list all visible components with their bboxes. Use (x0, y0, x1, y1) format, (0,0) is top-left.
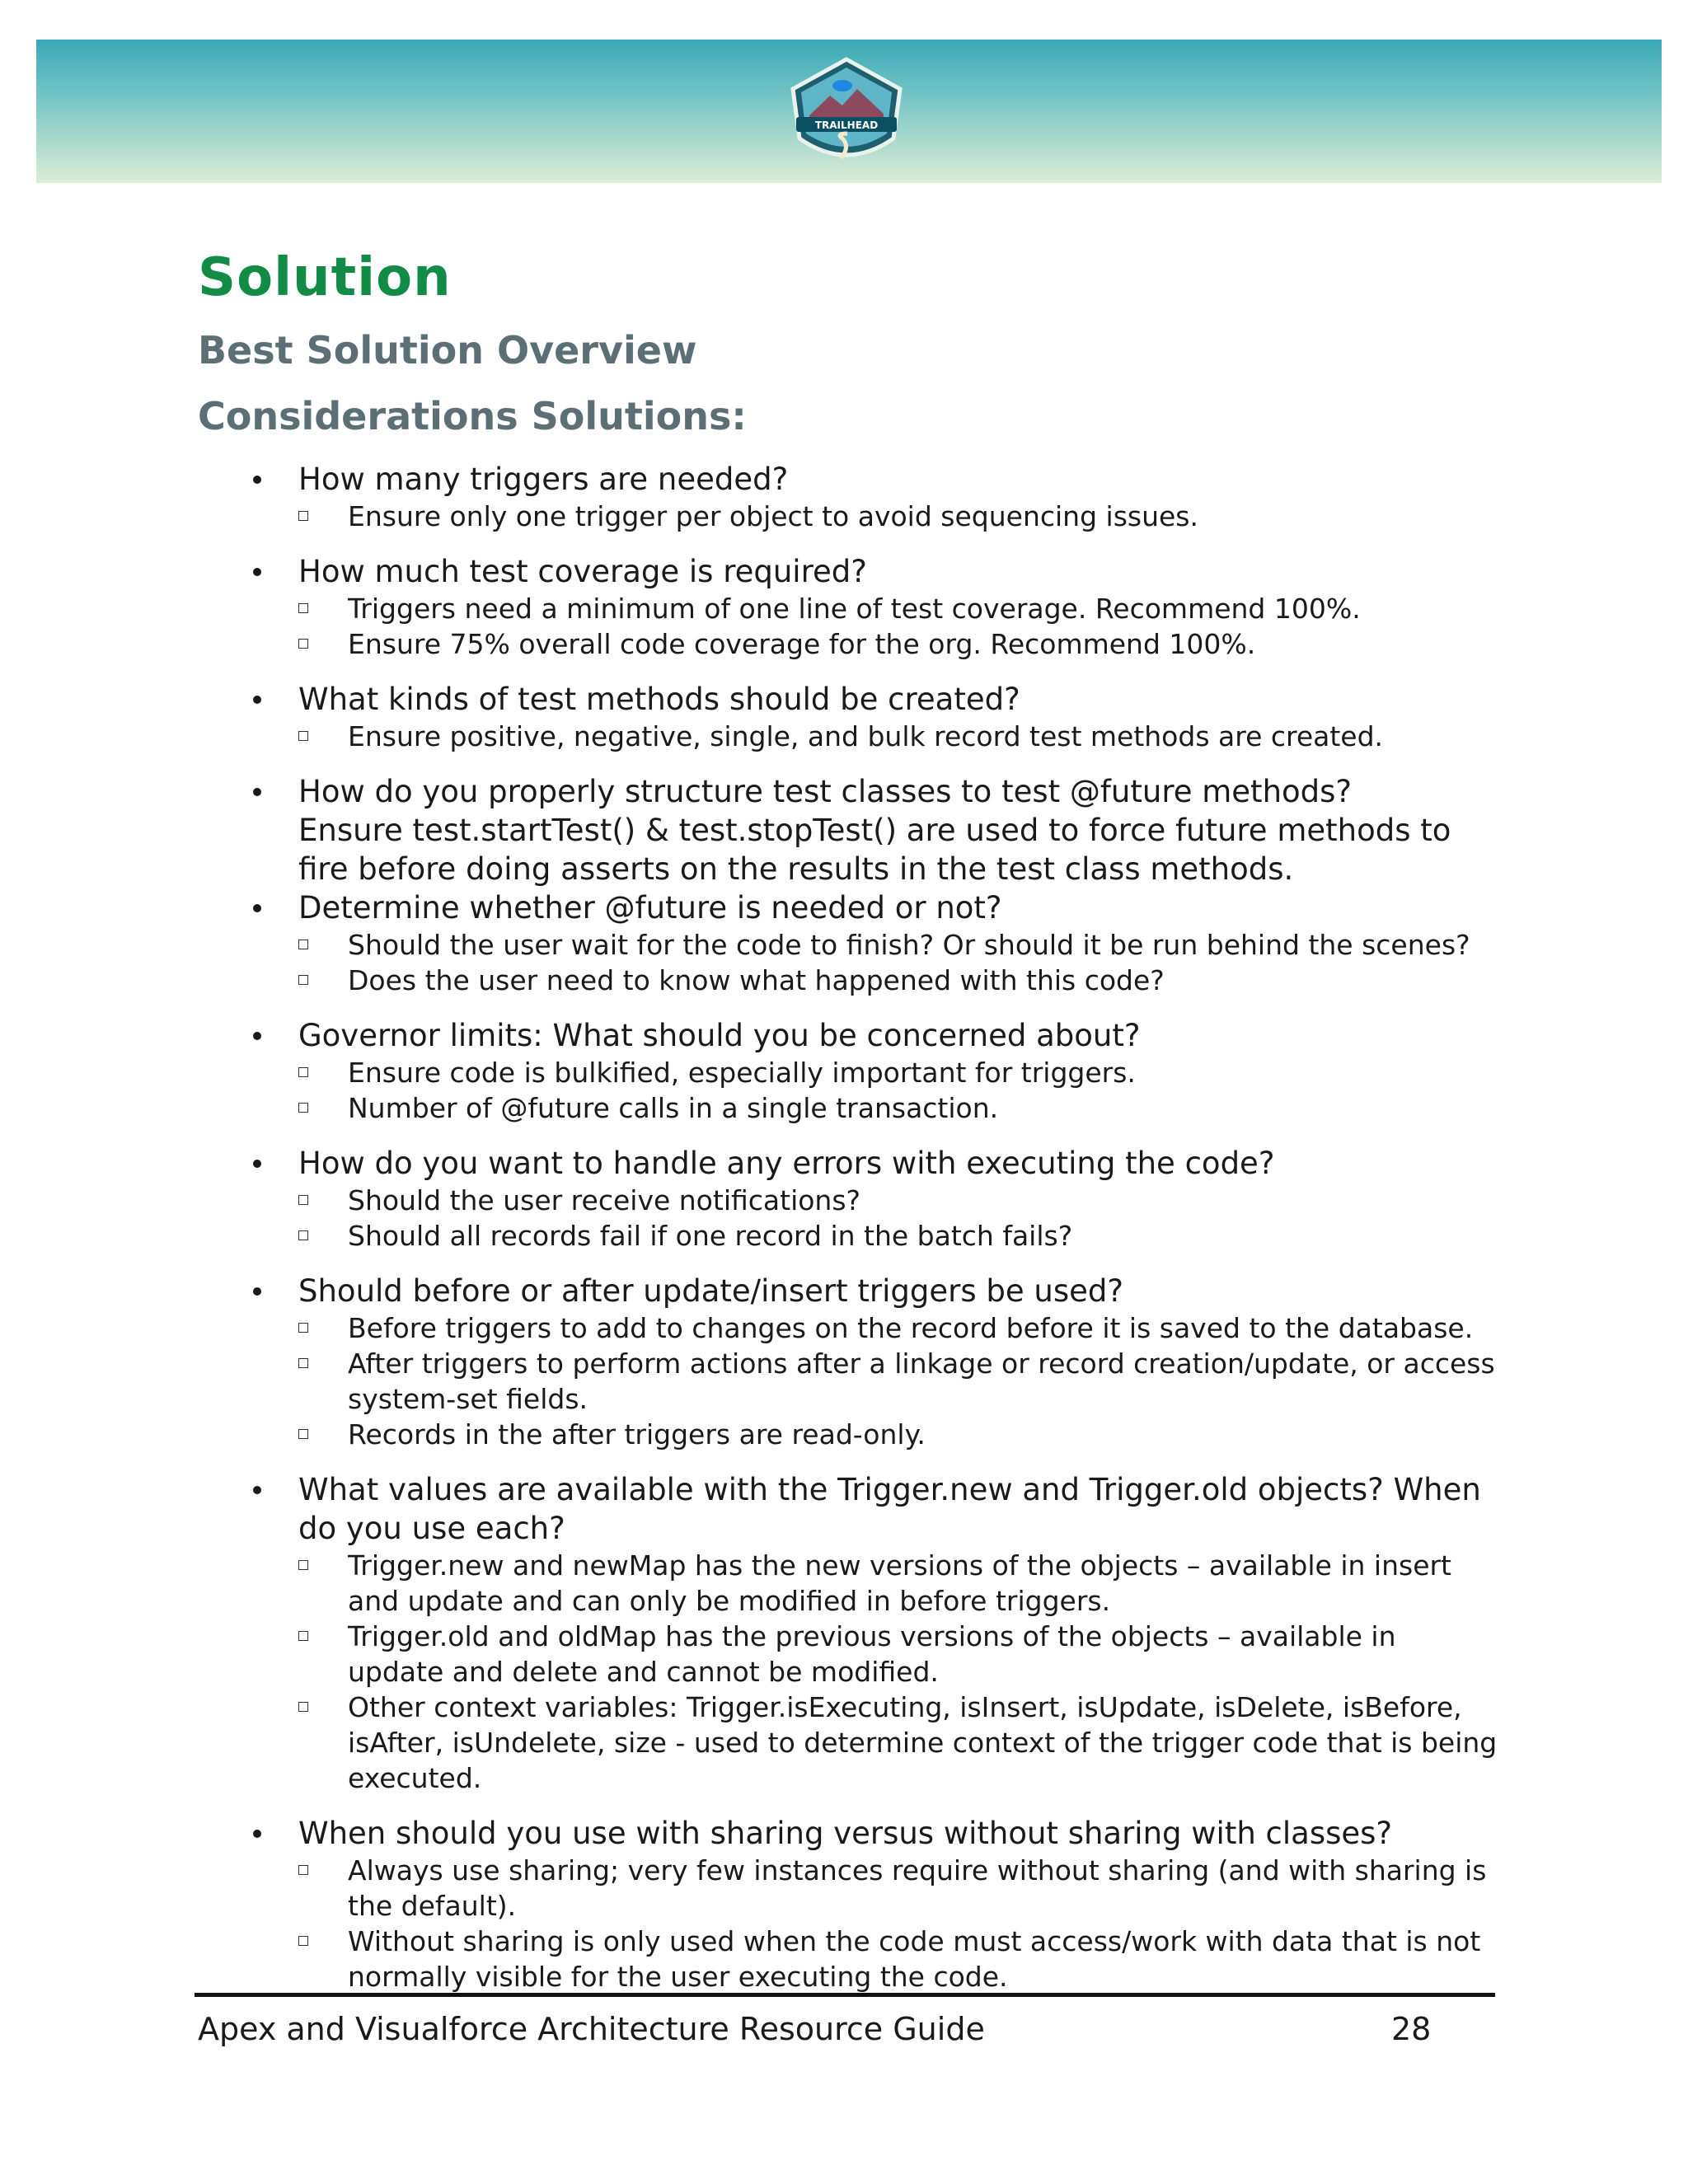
list-item (247, 772, 1500, 888)
checkbox-icon (298, 1230, 308, 1240)
sub-item: Records in the after triggers are read-only. (298, 1417, 1500, 1452)
question-text: What values are available with the Trigger.new and Trigger.old objects? When do you use each? (298, 1472, 1481, 1546)
svg-text:TRAILHEAD: TRAILHEAD (814, 120, 879, 131)
question-text: When should you use with sharing versus without sharing with classes? (298, 1816, 1393, 1851)
question-continuation: Ensure test.startTest() & test.stopTest() are used to force future methods to fire before doing asserts on the results in the test class methods. (298, 813, 1451, 887)
checkbox-icon (298, 731, 308, 741)
list-item (247, 1470, 1500, 1796)
checkbox-icon (298, 1323, 308, 1333)
sub-item: Ensure 75% overall code coverage for the org. Recommend 100%. (298, 626, 1500, 662)
sub-item: Should the user receive notifications? (298, 1183, 1500, 1218)
checkbox-icon (298, 940, 308, 949)
question-text: What kinds of test methods should be created? (298, 682, 1020, 717)
checkbox-icon (298, 603, 308, 613)
bullet-icon (247, 1016, 267, 1055)
sub-item: Triggers need a minimum of one line of test coverage. Recommend 100%. (298, 591, 1500, 626)
page-subtitle: Best Solution Overview (198, 328, 697, 373)
sub-item: Number of @future calls in a single transaction. (298, 1090, 1500, 1126)
sub-item: Ensure positive, negative, single, and bulk record test methods are created. (298, 719, 1500, 754)
question-text: How much test coverage is required? (298, 554, 867, 589)
sub-item: Should the user wait for the code to finish? Or should it be run behind the scenes? (298, 927, 1500, 963)
sub-item: Ensure code is bulkified, especially important for triggers. (298, 1055, 1500, 1090)
list-item (247, 552, 1500, 662)
bullet-icon (247, 1814, 267, 1853)
bullet-icon (247, 1144, 267, 1183)
checkbox-icon (298, 639, 308, 649)
list-item (247, 888, 1500, 998)
question-text: How many triggers are needed? (298, 462, 789, 497)
list-item (247, 1814, 1500, 1994)
footer-title: Apex and Visualforce Architecture Resource Guide (198, 2011, 985, 2047)
checkbox-icon (298, 1702, 308, 1712)
checkbox-icon (298, 1936, 308, 1946)
bullet-icon (247, 552, 267, 591)
checkbox-icon (298, 1429, 308, 1439)
checkbox-icon (298, 1560, 308, 1570)
question-text: Governor limits: What should you be concerned about? (298, 1018, 1141, 1053)
checkbox-icon (298, 1067, 308, 1077)
question-text: How do you properly structure test classes to test @future methods? (298, 774, 1353, 809)
sub-item: Other context variables: Trigger.isExecuting, isInsert, isUpdate, isDelete, isBefore, isAfter, isUndelete, size - used to determine context of the trigger code that is being executed. (298, 1690, 1500, 1796)
bullet-icon (247, 772, 267, 811)
bullet-icon (247, 1272, 267, 1310)
sub-item: After triggers to perform actions after a linkage or record creation/update, or access system-set fields. (298, 1346, 1500, 1417)
bullet-icon (247, 888, 267, 927)
list-item (247, 460, 1500, 534)
sub-item: Should all records fail if one record in the batch fails? (298, 1218, 1500, 1254)
sub-item: Does the user need to know what happened with this code? (298, 963, 1500, 998)
section-heading: Considerations Solutions: (198, 394, 747, 438)
list-item (247, 1272, 1500, 1452)
list-item (247, 680, 1500, 754)
checkbox-icon (298, 975, 308, 985)
sub-item: Without sharing is only used when the code must access/work with data that is not normally visible for the user executing the code. (298, 1924, 1500, 1994)
page-title: Solution (198, 247, 452, 308)
checkbox-icon (298, 1195, 308, 1205)
checkbox-icon (298, 1631, 308, 1641)
question-text: How do you want to handle any errors with executing the code? (298, 1146, 1275, 1181)
bullet-icon (247, 1470, 267, 1509)
page-number: 28 (1391, 2011, 1432, 2047)
checkbox-icon (298, 1103, 308, 1113)
question-text: Should before or after update/insert triggers be used? (298, 1273, 1123, 1309)
sub-item: Trigger.new and newMap has the new versions of the objects – available in insert and update and can only be modified in before triggers. (298, 1548, 1500, 1619)
sub-item: Always use sharing; very few instances require without sharing (and with sharing is the default). (298, 1853, 1500, 1924)
list-item (247, 1144, 1500, 1254)
checkbox-icon (298, 1865, 308, 1875)
list-item (247, 1016, 1500, 1126)
footer-divider (195, 1993, 1495, 1997)
trailhead-logo (785, 56, 908, 166)
question-text: Determine whether @future is needed or not? (298, 890, 1002, 926)
sub-item: Trigger.old and oldMap has the previous versions of the objects – available in update and delete and cannot be modified. (298, 1619, 1500, 1690)
bullet-icon (247, 460, 267, 499)
checkbox-icon (298, 511, 308, 521)
sub-item: Before triggers to add to changes on the record before it is saved to the database. (298, 1310, 1500, 1346)
sub-item: Ensure only one trigger per object to avoid sequencing issues. (298, 499, 1500, 534)
considerations-list (247, 460, 1500, 1994)
bullet-icon (247, 680, 267, 719)
checkbox-icon (298, 1358, 308, 1368)
